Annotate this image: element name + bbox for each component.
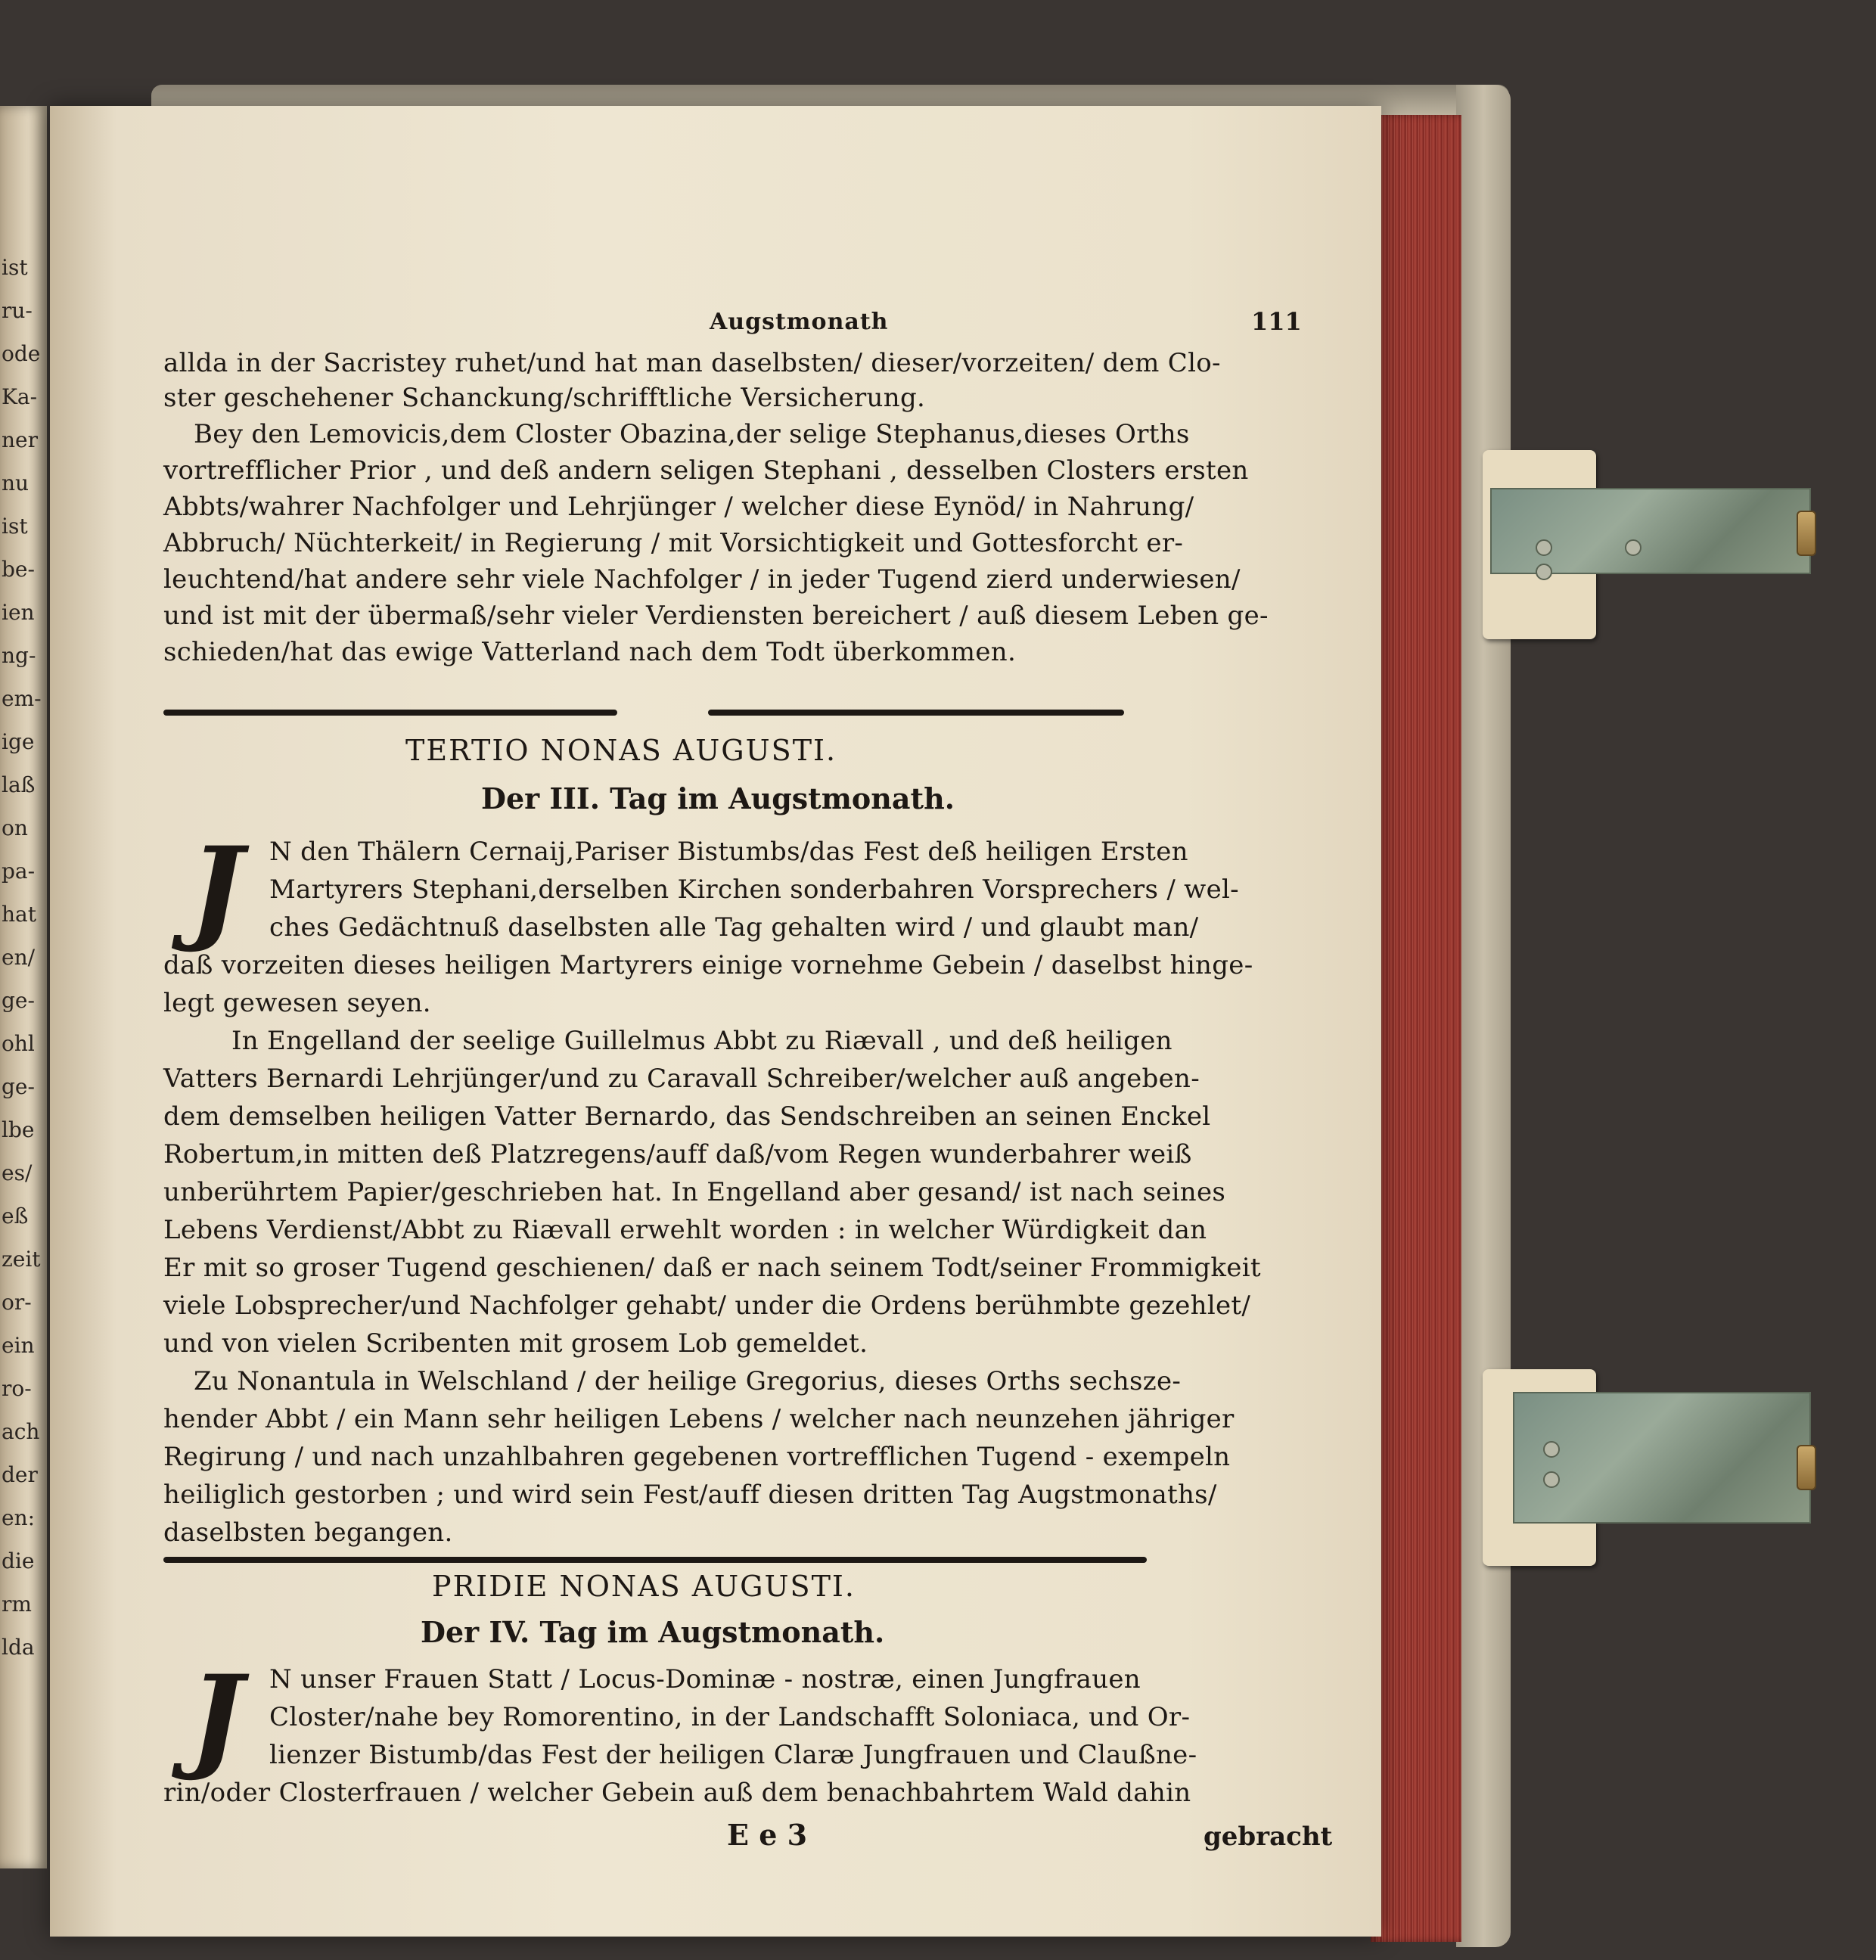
text-line: Robertum,in mitten deß Platzregens/auff daß/vom Regen wunderbahrer weiß [163, 1139, 1192, 1169]
left-page-fragment: der [2, 1462, 38, 1487]
text-line: Martyrers Stephani,derselben Kirchen sonderbahren Vorsprechers / wel- [269, 874, 1239, 905]
left-page-fragment: Ka- [2, 384, 38, 409]
text-line: Er mit so groser Tugend geschienen/ daß er nach seinem Todt/seiner Frommigkeit [163, 1253, 1261, 1283]
text-line: daß vorzeiten dieses heiligen Martyrers einige vornehme Gebein / daselbst hinge- [163, 950, 1253, 980]
text-line: schieden/hat das ewige Vatterland nach dem Todt überkommen. [163, 637, 1017, 667]
left-page-fragment: ge- [2, 988, 35, 1013]
left-page-fragment: ner [2, 427, 38, 452]
text-line: Zu Nonantula in Welschland / der heilige Gregorius, dieses Orths sechsze- [194, 1366, 1182, 1396]
text-line: ster geschehener Schanckung/schrifftliche Versicherung. [163, 383, 926, 413]
left-page-fragment: en: [2, 1505, 36, 1530]
rivet-icon [1543, 1471, 1560, 1488]
text-line: legt gewesen seyen. [163, 988, 431, 1018]
clasp-plate [1513, 1392, 1811, 1524]
left-page-fragment: lbe [2, 1117, 35, 1142]
section-subheading: Der III. Tag im Augstmonath. [481, 781, 955, 815]
text-line: viele Lobsprecher/und Nachfolger gehabt/ under die Ordens berühmbte gezehlet/ [163, 1291, 1251, 1321]
book-cover-foreedge [1456, 85, 1511, 1947]
left-page-fragment: en/ [2, 945, 36, 970]
text-line: Closter/nahe bey Romorentino, in der Landschafft Soloniaca, und Or- [269, 1702, 1191, 1732]
clasp-hook [1797, 511, 1816, 556]
left-page-fragment: ng- [2, 643, 36, 668]
text-line: rin/oder Closterfrauen / welcher Gebein auß dem benachbahrtem Wald dahin [163, 1778, 1191, 1808]
left-page-fragment: ge- [2, 1074, 35, 1099]
signature-mark: E e 3 [727, 1818, 808, 1852]
left-page-fragment: be- [2, 557, 35, 582]
text-line: und von vielen Scribenten mit grosem Lob gemeldet. [163, 1328, 868, 1359]
decorated-initial: J [189, 1651, 244, 1784]
text-line: vortrefflicher Prior , und deß andern seligen Stephani , desselben Closters ersten [163, 455, 1249, 486]
left-page-fragment: ach [2, 1419, 40, 1444]
section-divider [708, 710, 1124, 716]
text-line: Abbts/wahrer Nachfolger und Lehrjünger / welcher diese Eynöd/ in Nahrung/ [163, 492, 1194, 522]
text-line: heiliglich gestorben ; und wird sein Fest/auff diesen dritten Tag Augstmonaths/ [163, 1480, 1217, 1510]
clasp-hook [1797, 1445, 1816, 1490]
left-page-fragment: ro- [2, 1376, 32, 1401]
text-line: Abbruch/ Nüchterkeit/ in Regierung / mit Vorsichtigkeit und Gottesforcht er- [163, 528, 1184, 558]
section-heading: PRIDIE NONAS AUGUSTI. [432, 1570, 856, 1603]
text-line: leuchtend/hat andere sehr viele Nachfolger / in jeder Tugend zierd underwiesen/ [163, 564, 1241, 595]
text-line: unberührtem Papier/geschrieben hat. In Engelland aber gesand/ ist nach seines [163, 1177, 1226, 1207]
left-page-fragment: hat [2, 902, 36, 927]
rivet-icon [1625, 539, 1642, 556]
left-page-fragment: ist [2, 514, 28, 539]
section-subheading: Der IV. Tag im Augstmonath. [421, 1615, 885, 1649]
section-divider [163, 710, 617, 716]
text-line: N unser Frauen Statt / Locus-Dominæ - nostræ, einen Jungfrauen [269, 1664, 1141, 1694]
text-line: N den Thälern Cernaij,Pariser Bistumbs/das Fest deß heiligen Ersten [269, 837, 1188, 867]
left-page-fragment: es/ [2, 1160, 33, 1185]
text-line: Regirung / und nach unzahlbahren gegebenen vortrefflichen Tugend - exempeln [163, 1442, 1231, 1472]
left-page-fragment: ein [2, 1333, 35, 1358]
rivet-icon [1536, 564, 1552, 580]
left-page-fragment: zeit [2, 1247, 41, 1272]
text-line: lienzer Bistumb/das Fest der heiligen Claræ Jungfrauen und Claußne- [269, 1740, 1197, 1770]
left-page-fragment: die [2, 1548, 35, 1573]
catchword: gebracht [1204, 1822, 1333, 1852]
right-page [50, 106, 1381, 1937]
left-page-fragment: em- [2, 686, 42, 711]
left-page-fragment: ist [2, 255, 28, 280]
decorated-initial: J [189, 822, 244, 955]
left-page-fragment: or- [2, 1290, 32, 1315]
left-page-fragment: on [2, 815, 28, 840]
text-line: Lebens Verdienst/Abbt zu Riævall erwehlt worden : in welcher Würdigkeit dan [163, 1215, 1207, 1245]
text-line: allda in der Sacristey ruhet/und hat man daselbsten/ dieser/vorzeiten/ dem Clo- [163, 348, 1221, 378]
running-head: Augstmonath [710, 309, 889, 335]
left-page-fragment: ru- [2, 298, 33, 323]
left-page-fragment: lda [2, 1635, 35, 1660]
text-line: ches Gedächtnuß daselbsten alle Tag gehalten wird / und glaubt man/ [269, 912, 1199, 943]
text-line: dem demselben heiligen Vatter Bernardo, das Sendschreiben an seinen Enckel [163, 1101, 1211, 1132]
text-line: daselbsten begangen. [163, 1517, 453, 1548]
red-page-edges [1371, 115, 1461, 1942]
section-divider [163, 1557, 1147, 1563]
left-page-fragment: nu [2, 471, 30, 495]
text-line: Bey den Lemovicis,dem Closter Obazina,der selige Stephanus,dieses Orths [194, 419, 1190, 449]
left-page-fragment: ien [2, 600, 35, 625]
left-page-fragment: pa- [2, 859, 36, 884]
left-page-fragment: eß [2, 1204, 29, 1228]
left-page-fragment: rm [2, 1592, 32, 1617]
section-heading: TERTIO NONAS AUGUSTI. [405, 734, 837, 767]
left-page-fragment: laß [2, 772, 36, 797]
clasp-plate [1490, 488, 1811, 574]
left-page-fragment: ode [2, 341, 41, 366]
left-page-fragment: ige [2, 729, 35, 754]
text-line: hender Abbt / ein Mann sehr heiligen Lebens / welcher nach neunzehen jähriger [163, 1404, 1235, 1434]
text-line: und ist mit der übermaß/sehr vieler Verdiensten bereichert / auß diesem Leben ge- [163, 601, 1269, 631]
text-line: Vatters Bernardi Lehrjünger/und zu Caravall Schreiber/welcher auß angeben- [163, 1064, 1200, 1094]
left-page-edge [0, 106, 47, 1868]
rivet-icon [1536, 539, 1552, 556]
page-number: 111 [1251, 307, 1302, 336]
left-page-fragment: ohl [2, 1031, 35, 1056]
text-line: In Engelland der seelige Guillelmus Abbt zu Riævall , und deß heiligen [231, 1026, 1172, 1056]
rivet-icon [1543, 1441, 1560, 1458]
